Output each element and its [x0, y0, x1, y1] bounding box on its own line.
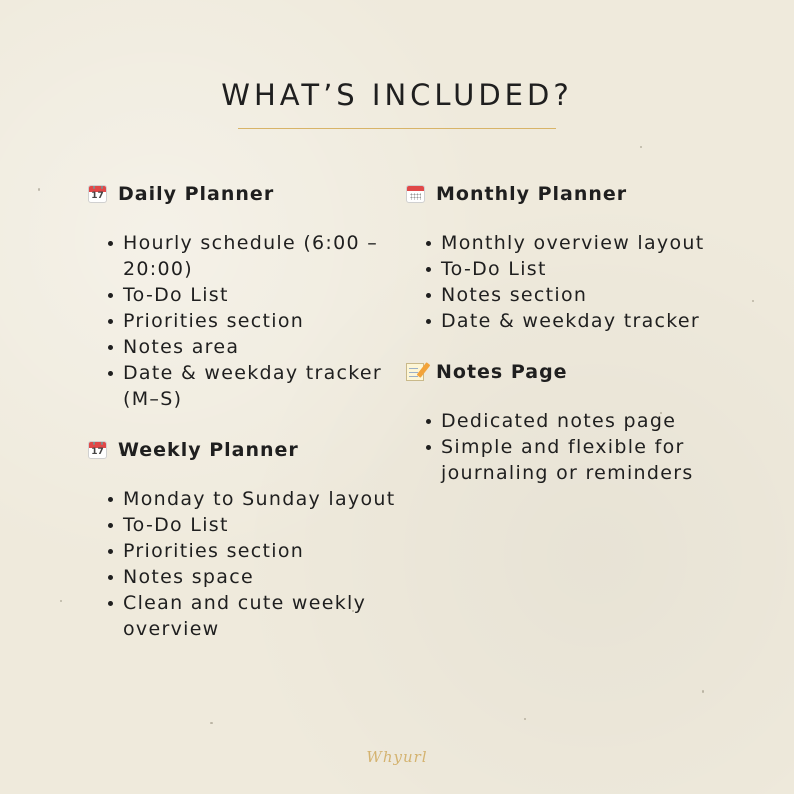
list-item: Notes area [88, 334, 408, 360]
feature-list [406, 408, 726, 486]
right-column [406, 178, 726, 508]
list-item: Hourly schedule (6:00 – 20:00) [88, 230, 408, 282]
list-item: To-Do List [406, 256, 726, 282]
paper-speck [752, 300, 754, 302]
calendar-17-icon: 17 [88, 440, 108, 460]
paper-speck [640, 146, 642, 148]
paper-speck [524, 718, 526, 720]
section-daily-planner [88, 178, 408, 412]
paper-speck [38, 188, 40, 191]
list-item: Date & weekday tracker (M–S) [88, 360, 408, 412]
section-title: Notes Page [436, 361, 568, 383]
list-item: Monday to Sunday layout [88, 486, 408, 512]
section-header [406, 356, 726, 388]
paper-speck [60, 600, 62, 602]
list-item: Date & weekday tracker [406, 308, 726, 334]
section-title: Weekly Planner [118, 439, 299, 461]
section-title: Monthly Planner [436, 183, 628, 205]
list-item: Clean and cute weekly overview [88, 590, 408, 642]
left-column [88, 178, 408, 664]
calendar-17-icon: 17 [88, 184, 108, 204]
list-item: To-Do List [88, 282, 408, 308]
list-item: Monthly overview layout [406, 230, 726, 256]
section-header [88, 178, 408, 210]
section-weekly-planner [88, 434, 408, 642]
feature-list [88, 230, 408, 412]
list-item: Notes section [406, 282, 726, 308]
list-item: Simple and flexible for journaling or reminders [406, 434, 726, 486]
paper-speck [702, 690, 704, 693]
memo-icon [406, 362, 426, 382]
paper-speck [210, 722, 213, 724]
spiral-calendar-icon [406, 184, 426, 204]
page-title: WHAT’S INCLUDED? [221, 78, 573, 112]
section-notes-page [406, 356, 726, 486]
list-item: Dedicated notes page [406, 408, 726, 434]
list-item: Priorities section [88, 308, 408, 334]
section-header [406, 178, 726, 210]
section-monthly-planner [406, 178, 726, 334]
list-item: To-Do List [88, 512, 408, 538]
title-divider [238, 128, 556, 129]
feature-list [88, 486, 408, 642]
signature-logo: Whyurl [366, 748, 428, 766]
list-item: Priorities section [88, 538, 408, 564]
feature-list [406, 230, 726, 334]
section-title: Daily Planner [118, 183, 275, 205]
section-header [88, 434, 408, 466]
list-item: Notes space [88, 564, 408, 590]
